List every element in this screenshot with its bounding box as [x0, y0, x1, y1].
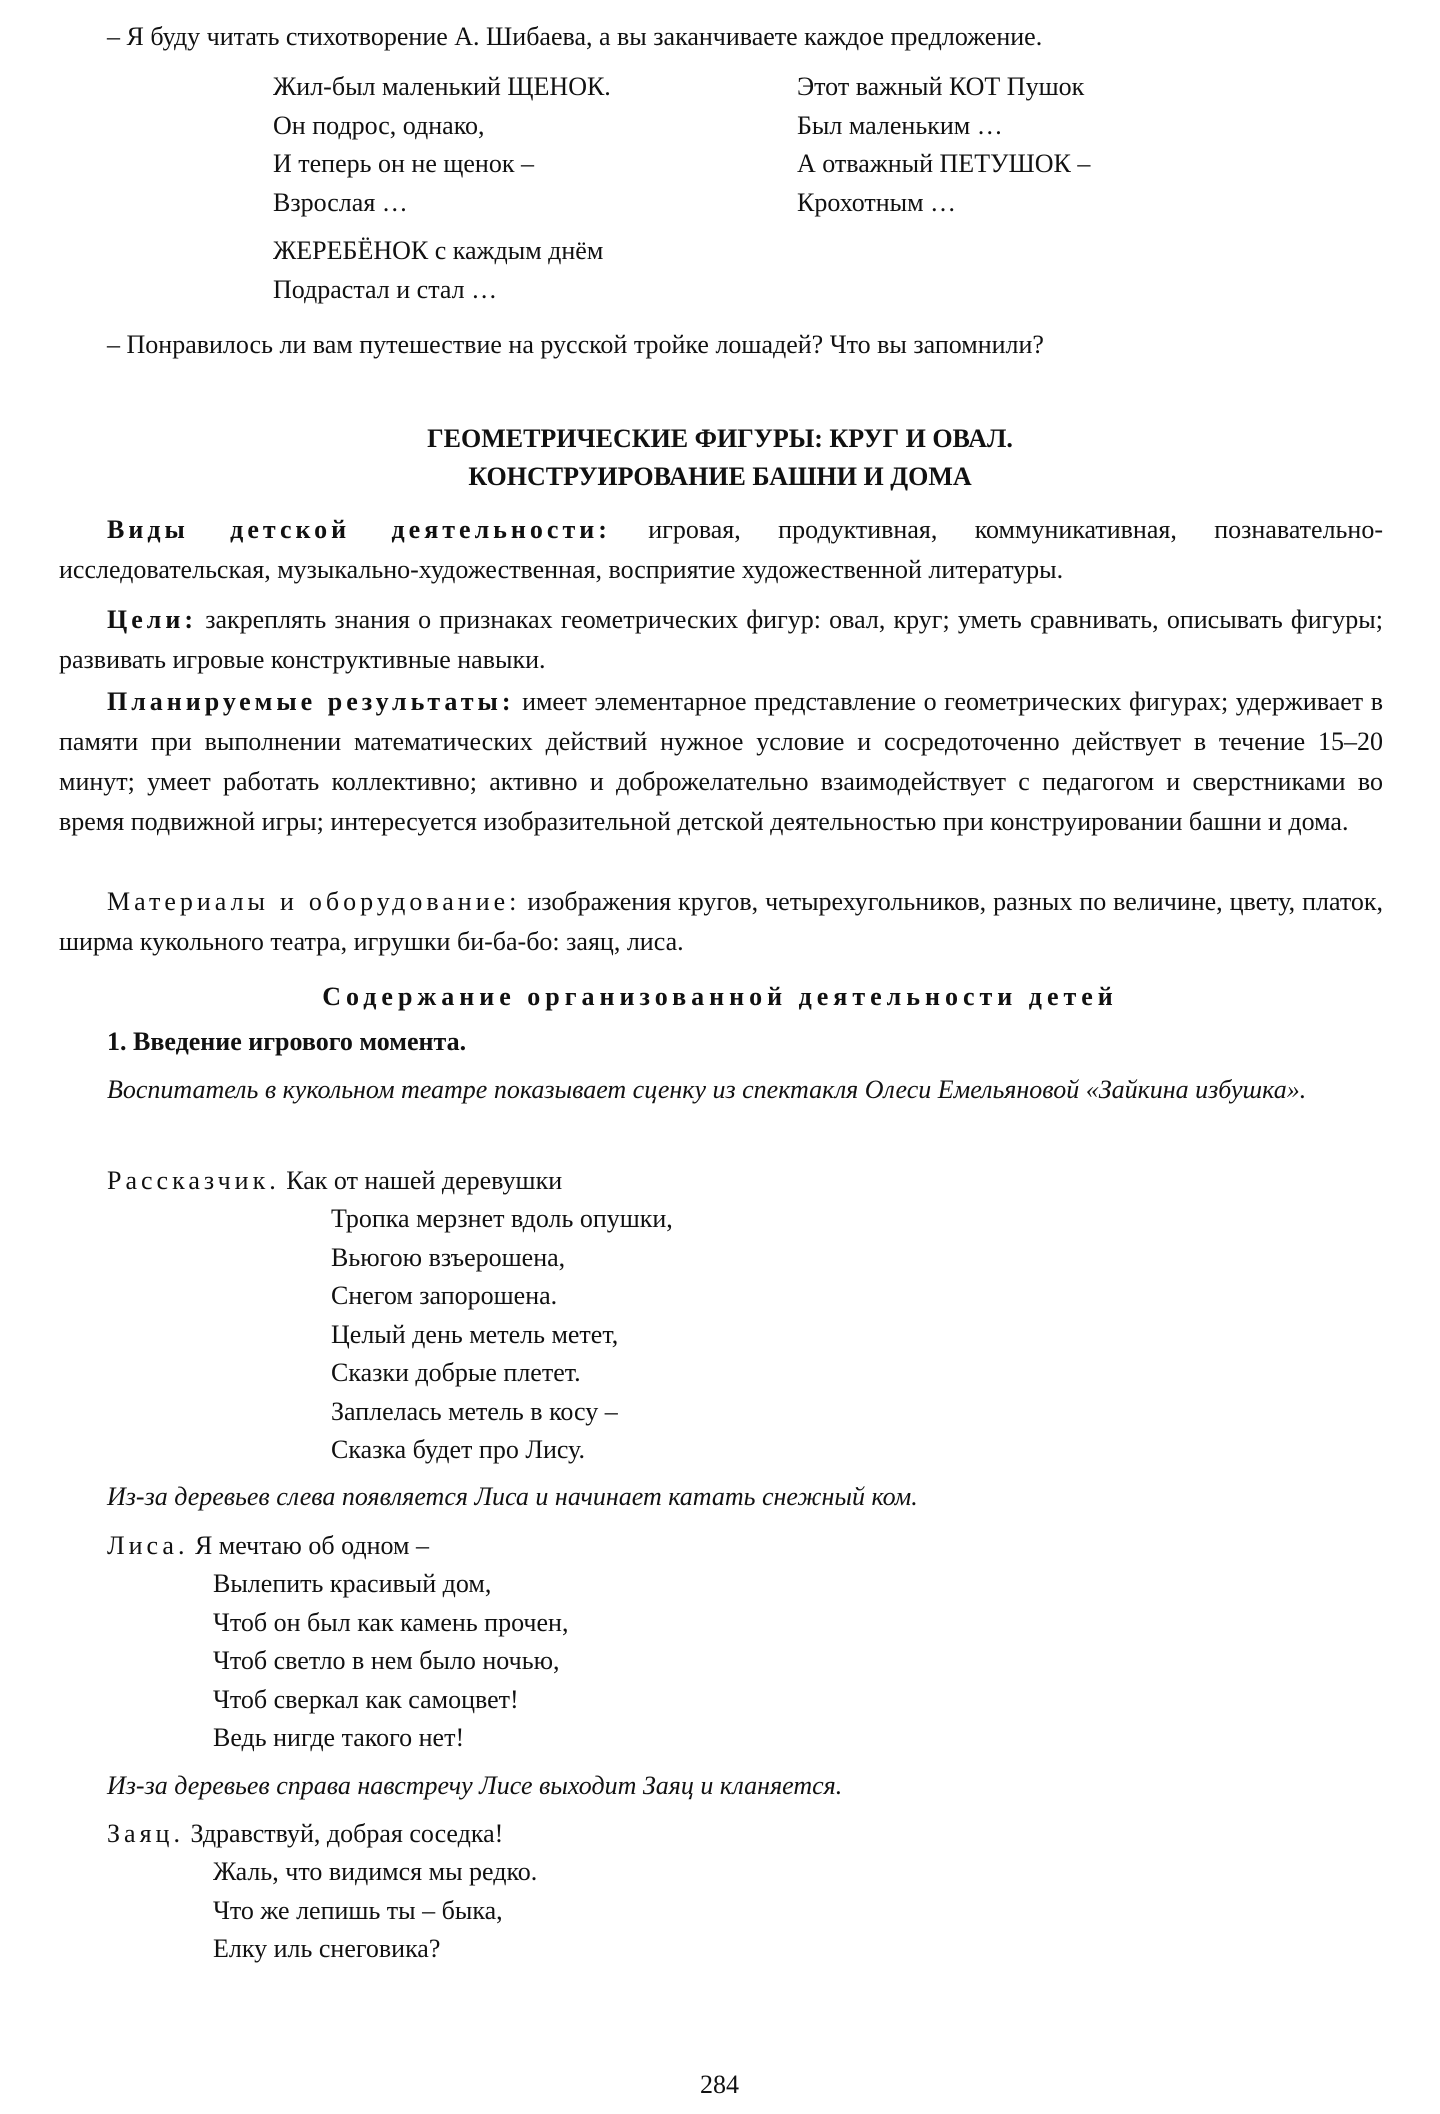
- fox-line: [107, 1527, 429, 1565]
- stage-note-2: Из-за деревьев слева появляется Лиса и начинает катать снежный ком.: [107, 1482, 918, 1511]
- poem-line: ЖЕРЕБЁНОК с каждым днём: [273, 236, 604, 265]
- poem-line: Снегом запорошена.: [331, 1281, 558, 1310]
- poem-line: Целый день метель метет,: [331, 1319, 619, 1349]
- poem-line: Был маленьким …: [797, 110, 1003, 140]
- section-title-line-1: ГЕОМЕТРИЧЕСКИЕ ФИГУРЫ: КРУГ И ОВАЛ.: [427, 424, 1013, 453]
- intro-line: – Я буду читать стихотворение А. Шибаева, а вы заканчиваете каждое предложение.: [107, 22, 1043, 51]
- poem-line: Сказка будет про Лису.: [331, 1435, 585, 1464]
- section-title-line-2: КОНСТРУИРОВАНИЕ БАШНИ И ДОМА: [468, 462, 972, 491]
- stage-note-3: Из-за деревьев справа навстречу Лисе выходит Заяц и кланяется.: [107, 1771, 843, 1800]
- poem-line: Крохотным …: [797, 187, 957, 217]
- step-1-heading: 1. Введение игрового момента.: [107, 1027, 467, 1056]
- activities-paragraph: [59, 510, 1383, 590]
- poem-line: Жил-был маленький ЩЕНОК.: [273, 72, 611, 101]
- narrator-line: [107, 1162, 562, 1200]
- page-number: 284: [700, 2070, 739, 2099]
- goals-paragraph: [59, 600, 1383, 680]
- results-text: имеет элементарное представление о геометрических фигурах; удерживает в памяти при выполнении математических действий нужное условие и сосредоточенно действует в течение 15–20 минут; умеет работать коллективно; активно и доброжелательно взаимодействует с педагогом и сверстниками во время подвижной игры; интересуется изобразительной детской деятельностью при конструировании башни и дома.: [59, 687, 1383, 836]
- activities-label: Виды детской деятельности:: [107, 515, 611, 544]
- poem-line: Как от нашей деревушки: [286, 1166, 563, 1195]
- poem-line: Ведь нигде такого нет!: [213, 1723, 465, 1752]
- activities-text: игровая, продуктивная, коммуникативная, познавательно-исследовательская, музыкально-художественная, восприятие художественной литературы.: [59, 515, 1383, 584]
- poem-line: Чтоб светло в нем было ночью,: [213, 1646, 560, 1675]
- poem-line: И теперь он не щенок –: [273, 149, 534, 178]
- poem-line: Он подрос, однако,: [273, 110, 485, 140]
- poem-line: Я мечтаю об одном –: [194, 1531, 429, 1560]
- poem-line: Вьюгою взъерошена,: [331, 1242, 566, 1272]
- poem-left-2: [273, 232, 603, 309]
- poem-right: [797, 68, 1090, 222]
- hare-poem: [213, 1853, 537, 1969]
- content-heading: Содержание организованной деятельности детей: [322, 982, 1118, 1011]
- goals-label: Цели:: [107, 605, 197, 634]
- poem-line: Чтоб сверкал как самоцвет!: [213, 1684, 519, 1714]
- narrator-poem: [331, 1200, 673, 1470]
- poem-line: Елку иль снеговика?: [213, 1934, 441, 1963]
- poem-line: Что же лепишь ты – быка,: [213, 1895, 503, 1925]
- poem-line: А отважный ПЕТУШОК –: [797, 149, 1091, 178]
- question-line: – Понравилось ли вам путешествие на русской тройке лошадей? Что вы запомнили?: [107, 330, 1044, 359]
- goals-text: закреплять знания о признаках геометрических фигур: овал, круг; уметь сравнивать, описывать фигуры; развивать игровые конструктивные навыки.: [59, 605, 1383, 674]
- speaker-hare: Заяц.: [107, 1819, 184, 1848]
- materials-label: Материалы и оборудование:: [107, 887, 521, 916]
- poem-line: Подрастал и стал …: [273, 274, 498, 304]
- poem-line: Сказки добрые плетет.: [331, 1358, 581, 1387]
- poem-line: Взрослая …: [273, 187, 408, 217]
- results-paragraph: [59, 682, 1383, 842]
- stage-note-1: Воспитатель в кукольном театре показывает сценку из спектакля Олеси Емельяновой «Зайкина избушка».: [107, 1075, 1307, 1104]
- fox-poem: [213, 1565, 568, 1758]
- materials-paragraph: [59, 882, 1383, 962]
- poem-line: Здравствуй, добрая соседка!: [190, 1819, 504, 1848]
- poem-line: Тропка мерзнет вдоль опушки,: [331, 1204, 673, 1233]
- poem-left: [273, 68, 611, 222]
- poem-line: Этот важный КОТ Пушок: [797, 72, 1085, 101]
- results-label: Планируемые результаты:: [107, 687, 515, 716]
- speaker-fox: Лиса.: [107, 1531, 189, 1560]
- poem-line: Жаль, что видимся мы редко.: [213, 1857, 538, 1886]
- poem-line: Вылепить красивый дом,: [213, 1569, 492, 1598]
- poem-line: Заплелась метель в косу –: [331, 1396, 618, 1426]
- speaker-narrator: Рассказчик.: [107, 1166, 280, 1195]
- materials-text: изображения кругов, четырехугольников, разных по величине, цвету, платок, ширма кукольного театра, игрушки би-ба-бо: заяц, лиса.: [59, 887, 1383, 956]
- poem-line: Чтоб он был как камень прочен,: [213, 1607, 569, 1637]
- hare-line: [107, 1815, 503, 1853]
